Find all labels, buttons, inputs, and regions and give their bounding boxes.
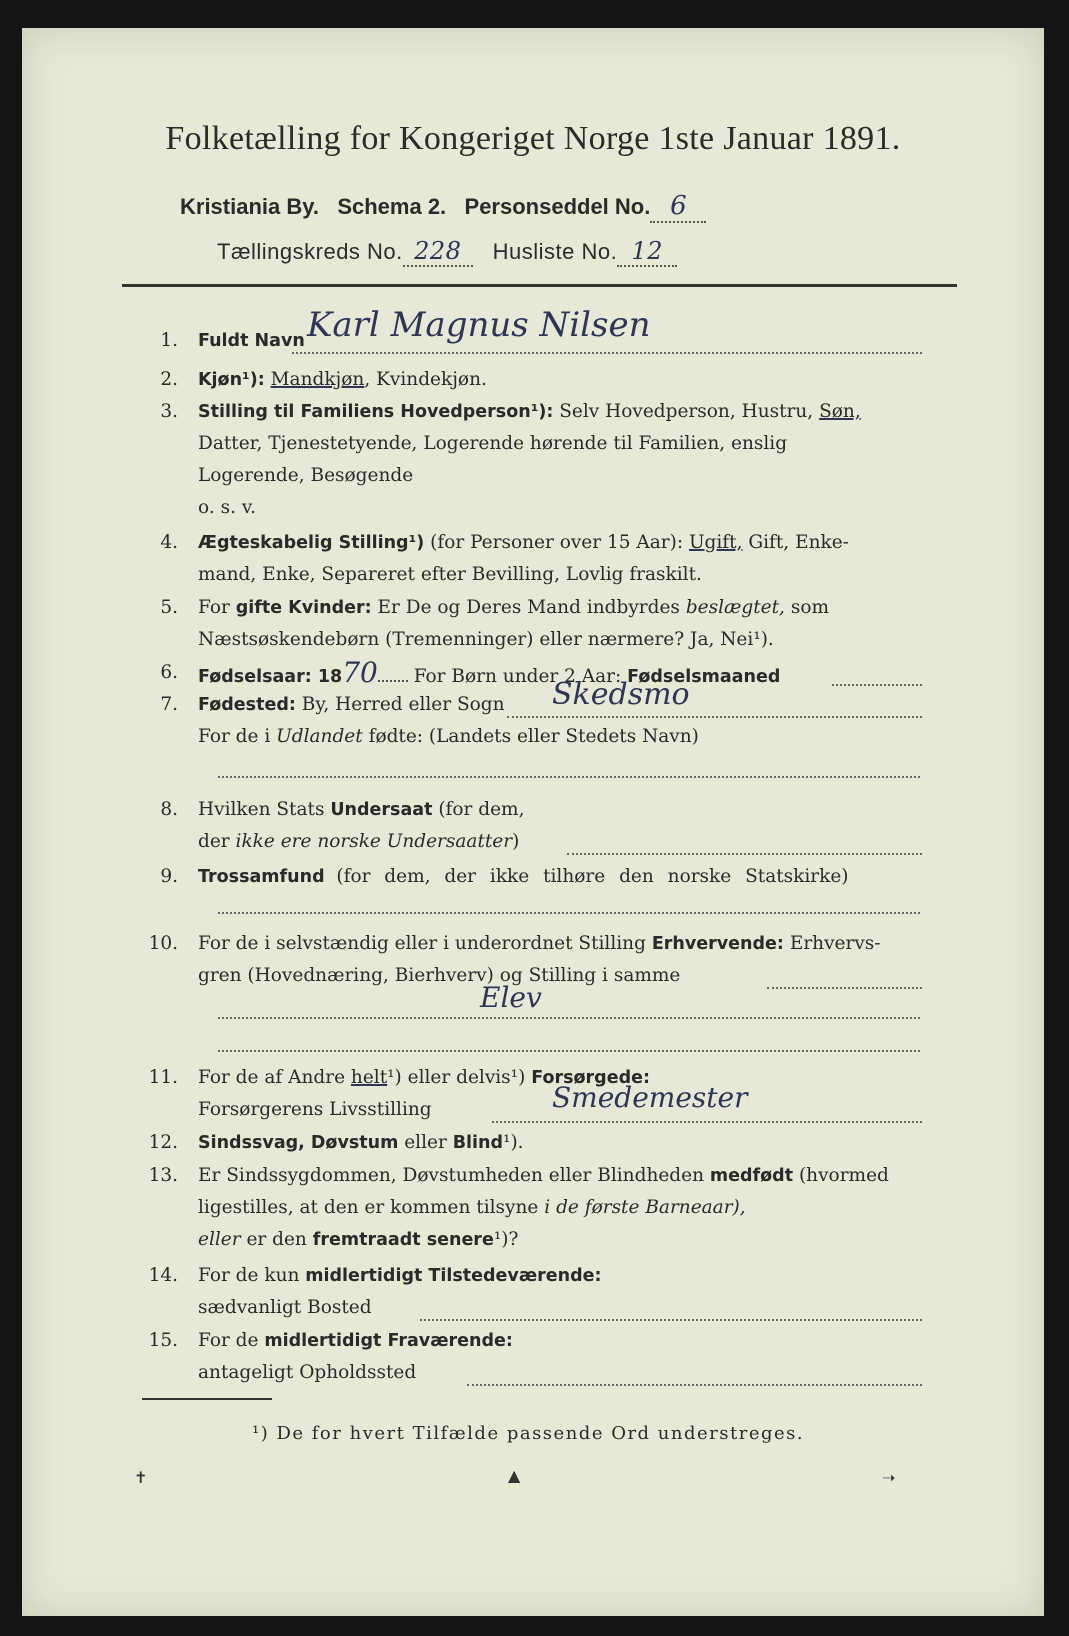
item-question: gren (Hovednæring, Bierhverv) og Stilling i samme xyxy=(198,965,681,986)
item-label: Fuldt Navn xyxy=(198,331,305,351)
item-question: For Børn under 2 Aar: xyxy=(413,666,622,687)
footnote-rule xyxy=(142,1398,272,1400)
item-label: Ægteskabelig Stilling¹) xyxy=(198,533,425,553)
item-number: 12. xyxy=(148,1132,178,1153)
birthplace-answer[interactable]: Skedsmo xyxy=(552,677,690,712)
citizenship-line[interactable] xyxy=(567,853,922,855)
item-text xyxy=(198,866,849,888)
item-number: 6. xyxy=(160,662,178,683)
form-title: Folketælling for Kongeriget Norge 1ste Januar 1891. xyxy=(165,120,901,157)
item-question: som xyxy=(790,597,830,618)
item-question: Forsørgerens Livsstilling xyxy=(198,1099,432,1120)
corner-mark-left: ✝ xyxy=(134,1468,148,1487)
foreign-birthplace-line[interactable] xyxy=(218,776,920,778)
item-label: Fødested: xyxy=(198,695,296,715)
answer-line xyxy=(492,1121,922,1123)
item-number: 2. xyxy=(160,369,178,390)
city-label: Kristiania By. xyxy=(180,194,319,219)
schema-label: Schema 2. xyxy=(337,194,447,219)
answer-line xyxy=(767,987,922,989)
item-number: 1. xyxy=(160,330,178,351)
item-text xyxy=(198,1265,602,1287)
answer-line xyxy=(292,352,922,354)
birth-month-line[interactable] xyxy=(832,684,922,686)
taellingskreds-number: 228 xyxy=(414,237,462,265)
taellingskreds-label: Tællingskreds No. xyxy=(217,239,403,264)
item-text-part: ¹)? xyxy=(493,1229,519,1250)
provider-occupation-answer[interactable]: Smedemester xyxy=(552,1081,748,1114)
occupation-answer[interactable]: Elev xyxy=(480,981,542,1014)
position-option-selected[interactable]: Søn, xyxy=(819,401,861,422)
item-number: 3. xyxy=(160,401,178,422)
item-label: Erhvervende: xyxy=(651,934,784,954)
corner-mark-center: ▲ xyxy=(508,1466,521,1485)
item-options: ¹) eller delvis¹) xyxy=(387,1067,526,1088)
item-question: Erhvervs- xyxy=(789,933,881,954)
item-number: 15. xyxy=(148,1330,178,1351)
item-question: By, Herred eller Sogn xyxy=(301,694,505,715)
item-question-italic: beslægtet, xyxy=(685,597,785,618)
item-text-pre: Hvilken Stats xyxy=(198,799,325,820)
husliste-number: 12 xyxy=(631,237,663,265)
item-text xyxy=(198,1165,889,1187)
header-rule xyxy=(122,284,957,287)
footnote: ¹) De for hvert Tilfælde passende Ord understreges. xyxy=(252,1423,805,1444)
item-number: 8. xyxy=(160,799,178,820)
item-label-2: Blind xyxy=(452,1133,504,1153)
item-options: Selv Hovedperson, Hustru, xyxy=(559,401,814,422)
item-text-part: er den xyxy=(246,1229,307,1250)
item-number: 4. xyxy=(160,532,178,553)
husliste-label: Husliste No. xyxy=(492,239,618,264)
personseddel-label: Personseddel No. xyxy=(464,194,651,219)
item-number: 13. xyxy=(148,1165,178,1186)
husliste-number-field[interactable] xyxy=(617,237,677,267)
item-options: (for Personer over 15 Aar): xyxy=(430,532,684,553)
item-question: (for dem, der ikke tilhøre den norske Statskirke) xyxy=(336,866,849,887)
support-option-selected[interactable]: helt xyxy=(350,1067,388,1088)
item-label: midlertidigt Tilstedeværende: xyxy=(305,1266,602,1286)
item-options: Datter, Tjenestetyende, Logerende hørende til Familien, enslig xyxy=(198,433,788,454)
item-text xyxy=(198,532,849,554)
item-text-pre: For xyxy=(198,597,230,618)
item-label-2: Fødselsmaaned xyxy=(627,667,781,687)
item-number: 7. xyxy=(160,694,178,715)
item-text xyxy=(198,726,699,748)
item-text-pre: For de xyxy=(198,1330,259,1351)
item-label: Kjøn¹): xyxy=(198,370,265,390)
answer-line xyxy=(507,716,922,718)
item-question: Er Sindssygdommen, Døvstumheden eller Blindheden xyxy=(198,1165,705,1186)
item-text-part: ligestilles, at den er kommen tilsyne xyxy=(198,1197,539,1218)
item-label: gifte Kvinder: xyxy=(235,598,372,618)
item-question: Er De og Deres Mand indbyrdes xyxy=(377,597,680,618)
item-text-part: fødte: (Landets eller Stedets Navn) xyxy=(368,726,699,747)
item-number: 11. xyxy=(148,1067,178,1088)
marital-option-selected[interactable]: Ugift, xyxy=(688,532,743,553)
item-label: Trossamfund xyxy=(198,867,325,887)
birth-year-answer[interactable]: 70 xyxy=(342,656,378,689)
item-label-2: fremtraadt senere xyxy=(312,1230,494,1250)
religion-line[interactable] xyxy=(218,912,920,914)
item-text xyxy=(198,369,487,391)
probable-residence-line[interactable] xyxy=(467,1384,922,1386)
personseddel-number-field[interactable] xyxy=(650,191,706,223)
item-text xyxy=(198,656,781,689)
item-text-italic: eller xyxy=(198,1229,241,1250)
item-label: medfødt xyxy=(709,1166,794,1186)
item-text-italic: i de første Barneaar), xyxy=(544,1197,746,1218)
full-name-answer[interactable]: Karl Magnus Nilsen xyxy=(307,305,651,345)
form-subtitle-line2 xyxy=(217,237,677,267)
answer-line xyxy=(218,1017,920,1019)
item-question: (hvormed xyxy=(798,1165,889,1186)
item-number: 9. xyxy=(160,866,178,887)
item-text-italic: ikke ere norske Undersaatter xyxy=(235,831,513,852)
item-text xyxy=(198,597,829,619)
item-text-part: der xyxy=(198,831,230,852)
item-label: Stilling til Familiens Hovedperson¹): xyxy=(198,402,554,422)
taellingskreds-number-field[interactable] xyxy=(403,237,473,267)
item-text-part: eller xyxy=(404,1132,447,1153)
item-text xyxy=(198,1229,518,1251)
census-form-sheet xyxy=(22,28,1044,1616)
item-text xyxy=(198,694,505,716)
form-subtitle-line1 xyxy=(180,191,706,223)
item-options: Gift, Enke- xyxy=(748,532,849,553)
item-text xyxy=(198,933,881,955)
item-label: Forsørgede: xyxy=(531,1068,650,1088)
item-label: Sindssvag, Døvstum xyxy=(198,1133,399,1153)
gender-option-selected[interactable]: Mandkjøn xyxy=(270,369,365,390)
item-label: Undersaat xyxy=(330,800,433,820)
item-text xyxy=(198,1330,513,1352)
item-label: Fødselsaar: 18 xyxy=(198,667,343,687)
item-text-pre: For de af Andre xyxy=(198,1067,346,1088)
item-question: sædvanligt Bosted xyxy=(198,1297,372,1318)
item-text: der ikke ere norske Undersaatter) xyxy=(198,831,520,852)
item-options: mand, Enke, Separeret efter Bevilling, Lovlig fraskilt. xyxy=(198,564,702,585)
item-number: 5. xyxy=(160,597,178,618)
item-text-pre: For de i selvstændig eller i underordnet Stilling xyxy=(198,933,646,954)
usual-residence-line[interactable] xyxy=(420,1319,922,1321)
item-options: o. s. v. xyxy=(198,497,256,518)
item-label: midlertidigt Fraværende: xyxy=(264,1331,513,1351)
occupation-extra-line[interactable] xyxy=(218,1050,920,1052)
item-text-pre: For de kun xyxy=(198,1265,300,1286)
corner-mark-right: ➝ xyxy=(882,1468,896,1487)
item-text-italic: Udlandet xyxy=(276,726,363,747)
item-question: (for dem, xyxy=(438,799,525,820)
item-number: 14. xyxy=(148,1265,178,1286)
item-options: Næstsøskendebørn (Tremenninger) eller nærmere? Ja, Nei¹). xyxy=(198,629,774,650)
item-number: 10. xyxy=(148,933,178,954)
item-text xyxy=(198,1132,524,1154)
personseddel-number: 6 xyxy=(670,191,687,221)
item-text xyxy=(198,1197,746,1219)
item-text xyxy=(198,401,861,423)
gender-option-other[interactable]: , Kvindekjøn. xyxy=(364,369,487,390)
item-question: antageligt Opholdssted xyxy=(198,1362,417,1383)
item-options: Logerende, Besøgende xyxy=(198,465,414,486)
item-text-part: For de i xyxy=(198,726,271,747)
item-text xyxy=(198,799,524,821)
item-text-part: ¹). xyxy=(503,1132,524,1153)
